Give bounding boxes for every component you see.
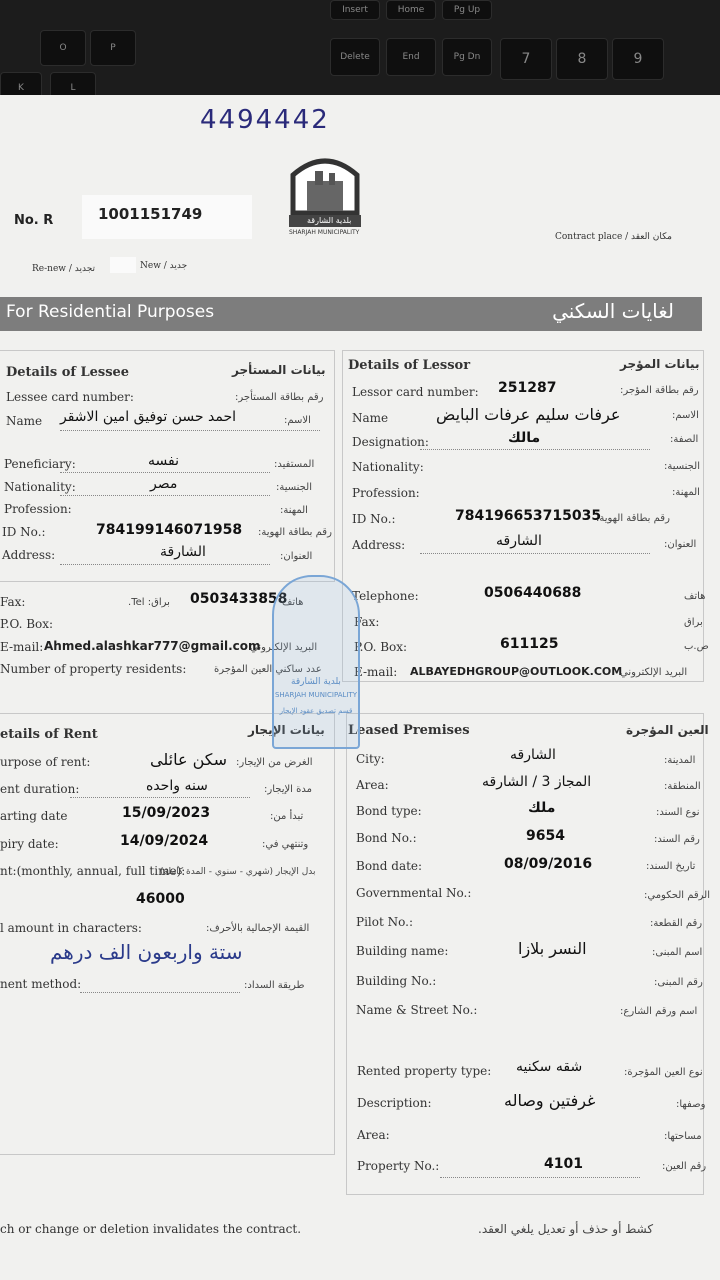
rent-expiry-value: 14/09/2024 <box>120 833 209 849</box>
lessee-pobox-label: P.O. Box: <box>0 617 54 631</box>
lessee-title-en: Details of Lessee <box>6 365 130 380</box>
lessee-id-label-ar: رقم بطاقة الهوية: <box>258 527 332 538</box>
premises-bond-type-label: Bond type: <box>356 804 422 818</box>
lessee-profession-label-ar: المهنة: <box>280 505 308 516</box>
stamp-line-dept: قسم تصديق عقود الإيجار <box>279 707 353 715</box>
lessee-card-label-ar: رقم بطاقة المستأجر: <box>235 392 324 403</box>
dotted-line <box>70 797 250 798</box>
dotted-line <box>60 472 270 473</box>
sharjah-municipality-logo <box>285 153 365 243</box>
keyboard-key: Delete <box>330 38 380 76</box>
rent-payment-label: nent method: <box>0 977 82 991</box>
premises-desc-label: Description: <box>357 1096 432 1110</box>
lessor-id-label: ID No.: <box>352 512 396 526</box>
lessor-name-value: عرفات سليم عرفات البايض <box>436 405 621 424</box>
contract-place-label: Contract place / مكان العقد <box>555 232 672 242</box>
dotted-line <box>60 430 320 431</box>
premises-property-no-value: 4101 <box>544 1156 583 1172</box>
dotted-line <box>60 495 270 496</box>
lessee-profession-label: Profession: <box>4 502 72 516</box>
rent-duration-value: سنه واحده <box>146 778 208 794</box>
premises-bond-date-label-ar: تاريخ السند: <box>646 861 696 872</box>
lessor-title-en: Details of Lessor <box>348 358 471 373</box>
rent-title-ar: بيانات الإيجار <box>248 723 325 737</box>
lessee-beneficiary-label: Peneficiary: <box>4 457 76 471</box>
premises-building-name-value: النسر بلازا <box>518 939 587 958</box>
lessee-nationality-value: مصر <box>150 476 178 492</box>
lessee-card-label: Lessee card number: <box>6 390 134 404</box>
premises-street-label-ar: اسم ورقم الشارع: <box>620 1006 698 1017</box>
lessor-fax-label: Fax: <box>354 615 380 629</box>
lessor-designation-value: مالك <box>508 430 541 446</box>
premises-city-value: الشارقه <box>510 747 556 763</box>
municipality-stamp <box>272 575 360 749</box>
dotted-line <box>60 564 270 565</box>
keyboard-key: End <box>386 38 436 76</box>
keyboard-key: 9 <box>612 38 664 80</box>
premises-bond-type-value: ملك <box>528 800 556 816</box>
lessor-telephone-value: 0506440688 <box>484 585 582 601</box>
rent-amount-value: 46000 <box>136 891 185 907</box>
lessor-card-value: 251287 <box>498 380 557 396</box>
lessee-name-label-ar: الاسم: <box>284 415 311 426</box>
dotted-line <box>420 553 650 554</box>
handwritten-reference: 4494442 <box>200 105 330 135</box>
premises-desc-label-ar: وصفها: <box>676 1099 706 1110</box>
rent-start-value: 15/09/2023 <box>122 805 211 821</box>
dotted-line <box>420 449 650 450</box>
logo-caption: SHARJAH MUNICIPALITY <box>289 229 360 236</box>
lessee-address-value: الشارقة <box>160 544 206 560</box>
lessee-email-value: Ahmed.alashkar777@gmail.com <box>44 639 261 653</box>
contract-no-label: No. R <box>14 213 54 228</box>
rent-purpose-value: سكن عائلى <box>150 750 228 769</box>
lessee-nationality-label: Nationality: <box>4 480 76 494</box>
keyboard-key: 8 <box>556 38 608 80</box>
premises-property-no-label: Property No.: <box>357 1159 440 1173</box>
lessor-profession-label-ar: المهنة: <box>672 487 700 498</box>
rent-duration-label-ar: مدة الإيجار: <box>264 784 312 795</box>
premises-building-name-label-ar: اسم المبنى: <box>652 947 703 958</box>
lessor-email-label-ar: البريد الإلكتروني <box>620 667 688 678</box>
footer-warning-en: ch or change or deletion invalidates the contract. <box>0 1222 302 1236</box>
lessor-designation-label-ar: الصفة: <box>670 434 699 445</box>
premises-area-label-ar: المنطقة: <box>664 781 701 792</box>
lessee-beneficiary-label-ar: المستفيد: <box>274 459 315 470</box>
lessee-name-label: Name <box>6 414 43 428</box>
lessee-id-value: 784199146071958 <box>96 522 243 538</box>
footer-warning-ar: كشط أو حذف أو تعديل يلغي العقد. <box>478 1222 654 1236</box>
rent-type-label: nt:(monthly, annual, full time): <box>0 864 186 878</box>
lessee-name-value: احمد حسن توفيق امين الاشقر <box>60 409 236 425</box>
premises-area-label: Area: <box>356 778 389 792</box>
banner-title-en: For Residential Purposes <box>6 302 215 322</box>
lessee-address-label: Address: <box>2 548 56 562</box>
premises-bond-type-label-ar: نوع السند: <box>656 807 700 818</box>
banner-title-ar: لغايات السكني <box>552 299 674 323</box>
premises-gov-label-ar: الرقم الحكومي: <box>644 890 710 901</box>
keyboard-key: Home <box>386 0 436 20</box>
lessor-card-label-ar: رقم بطاقة المؤجر: <box>620 385 699 396</box>
contract-paper <box>0 95 720 1280</box>
keyboard-background <box>0 0 720 110</box>
premises-gov-label: Governmental No.: <box>356 886 472 900</box>
premises-bond-no-value: 9654 <box>526 828 565 844</box>
premises-type-value: شقه سكنيه <box>516 1059 583 1075</box>
rent-payment-label-ar: طريقة السداد: <box>244 980 305 991</box>
premises-property-no-label-ar: رقم العين: <box>662 1161 707 1172</box>
rent-purpose-label: urpose of rent: <box>0 755 91 769</box>
rent-expiry-label-ar: وتنتهي في: <box>262 839 309 850</box>
lessee-residents-label-ar: عدد ساكني العين المؤجرة <box>214 664 322 675</box>
lessor-card-label: Lessor card number: <box>352 385 479 399</box>
lessor-title-ar: بيانات المؤجر <box>620 357 700 371</box>
lessee-nationality-label-ar: الجنسية: <box>276 482 312 493</box>
keyboard-key: Insert <box>330 0 380 20</box>
rent-start-label: arting date <box>0 809 68 823</box>
premises-desc-value: غرفتين وصاله <box>504 1091 596 1110</box>
lessor-profession-label: Profession: <box>352 486 420 500</box>
lessee-id-label: ID No.: <box>2 525 46 539</box>
lessor-pobox-label: P.O. Box: <box>354 640 408 654</box>
premises-street-label: Name & Street No.: <box>356 1003 478 1017</box>
premises-city-label: City: <box>356 752 385 766</box>
premises-sarea-label-ar: مساحتها: <box>664 1131 702 1142</box>
premises-building-no-label: Building No.: <box>356 974 437 988</box>
premises-type-label-ar: نوع العين المؤجرة: <box>624 1067 703 1078</box>
lessee-tel-value: 0503433858 <box>190 591 288 607</box>
renew-checkbox <box>110 257 136 273</box>
stamp-line-ar: بلدية الشارقة <box>291 677 341 687</box>
premises-sarea-label: Area: <box>357 1128 390 1142</box>
renew-checkbox-label: Re-new / تجديد <box>32 264 96 274</box>
lessee-beneficiary-value: نفسه <box>148 453 179 469</box>
premises-pilot-label: Pilot No.: <box>356 915 413 929</box>
lessor-id-value: 784196653715035 <box>455 508 602 524</box>
lessor-pobox-label-ar: ص.ب <box>684 641 709 652</box>
lessee-fax-tel-label-ar: براق: Tel. <box>128 597 170 608</box>
premises-pilot-label-ar: رقم القطعة: <box>650 918 703 929</box>
lessor-name-label: Name <box>352 411 389 425</box>
premises-building-no-label-ar: رقم المبنى: <box>654 977 703 988</box>
rent-chars-label-ar: القيمة الإجمالية بالأحرف: <box>206 923 310 934</box>
premises-bond-no-label-ar: رقم السند: <box>654 834 700 845</box>
lessee-tel-label-ar: هاتف <box>282 597 304 608</box>
lessor-address-label-ar: العنوان: <box>664 539 697 550</box>
lessee-residents-label: Number of property residents: <box>0 662 187 676</box>
premises-area-value: المجاز 3 / الشارقه <box>482 774 592 790</box>
premises-bond-date-value: 08/09/2016 <box>504 856 593 872</box>
dotted-line <box>80 992 240 993</box>
lessor-pobox-value: 611125 <box>500 636 559 652</box>
lessee-fax-label: Fax: <box>0 595 26 609</box>
lessee-address-label-ar: العنوان: <box>280 551 313 562</box>
keyboard-key: Pg Up <box>442 0 492 20</box>
keyboard-key: 7 <box>500 38 552 80</box>
keyboard-key: P <box>90 30 136 66</box>
rent-title-en: etails of Rent <box>0 727 98 742</box>
purpose-banner <box>0 297 702 331</box>
lessor-fax-label-ar: براق <box>684 617 703 628</box>
lessee-email-label-ar: البريد الإلكتروني <box>250 642 318 653</box>
rent-chars-label: l amount in characters: <box>0 921 142 935</box>
stamp-line-en: SHARJAH MUNICIPALITY <box>274 691 358 699</box>
premises-title-ar: العين المؤجرة <box>626 723 709 737</box>
lessor-email-label: E-mail: <box>354 665 398 679</box>
rent-expiry-label: piry date: <box>0 837 59 851</box>
lessor-address-label: Address: <box>352 538 406 552</box>
lessor-nationality-label: Nationality: <box>352 460 424 474</box>
new-checkbox-label: New / جديد <box>140 261 188 271</box>
lessor-address-value: الشارقه <box>496 533 542 549</box>
lessor-nationality-label-ar: الجنسية: <box>664 461 700 472</box>
premises-title-en: Leased Premises <box>348 723 470 738</box>
rent-duration-label: ent duration: <box>0 782 80 796</box>
premises-building-name-label: Building name: <box>356 944 449 958</box>
lessor-telephone-label-ar: هاتف <box>684 591 706 602</box>
premises-type-label: Rented property type: <box>357 1064 492 1078</box>
keyboard-key: L <box>50 72 96 104</box>
lessor-email-value: ALBAYEDHGROUP@OUTLOOK.COM <box>410 665 623 678</box>
premises-bond-no-label: Bond No.: <box>356 831 417 845</box>
keyboard-key: Pg Dn <box>442 38 492 76</box>
rent-chars-value: ستة واربعون الف درهم <box>50 940 243 964</box>
logo-caption-ar: بلدية الشارقة <box>307 216 352 225</box>
premises-bond-date-label: Bond date: <box>356 859 423 873</box>
lessor-telephone-label: Telephone: <box>352 589 419 603</box>
contract-no-value: 1001151749 <box>98 205 203 223</box>
dotted-line <box>440 1177 640 1178</box>
keyboard-key: K <box>0 72 42 104</box>
lessor-name-label-ar: الاسم: <box>672 410 699 421</box>
lessee-email-label: E-mail: <box>0 640 44 654</box>
rent-start-label-ar: تبدأ من: <box>270 811 304 822</box>
lessor-designation-label: Designation: <box>352 435 429 449</box>
premises-city-label-ar: المدينة: <box>664 755 696 766</box>
lessor-id-label-ar: رقم بطاقة الهوية: <box>596 513 670 524</box>
rent-type-label-ar: بدل الإيجار (شهري - سنوي - المدة كاملة) <box>160 867 316 877</box>
lessee-title-ar: بيانات المستأجر <box>232 363 326 377</box>
keyboard-key: O <box>40 30 86 66</box>
rent-purpose-label-ar: الغرض من الإيجار: <box>236 757 313 768</box>
